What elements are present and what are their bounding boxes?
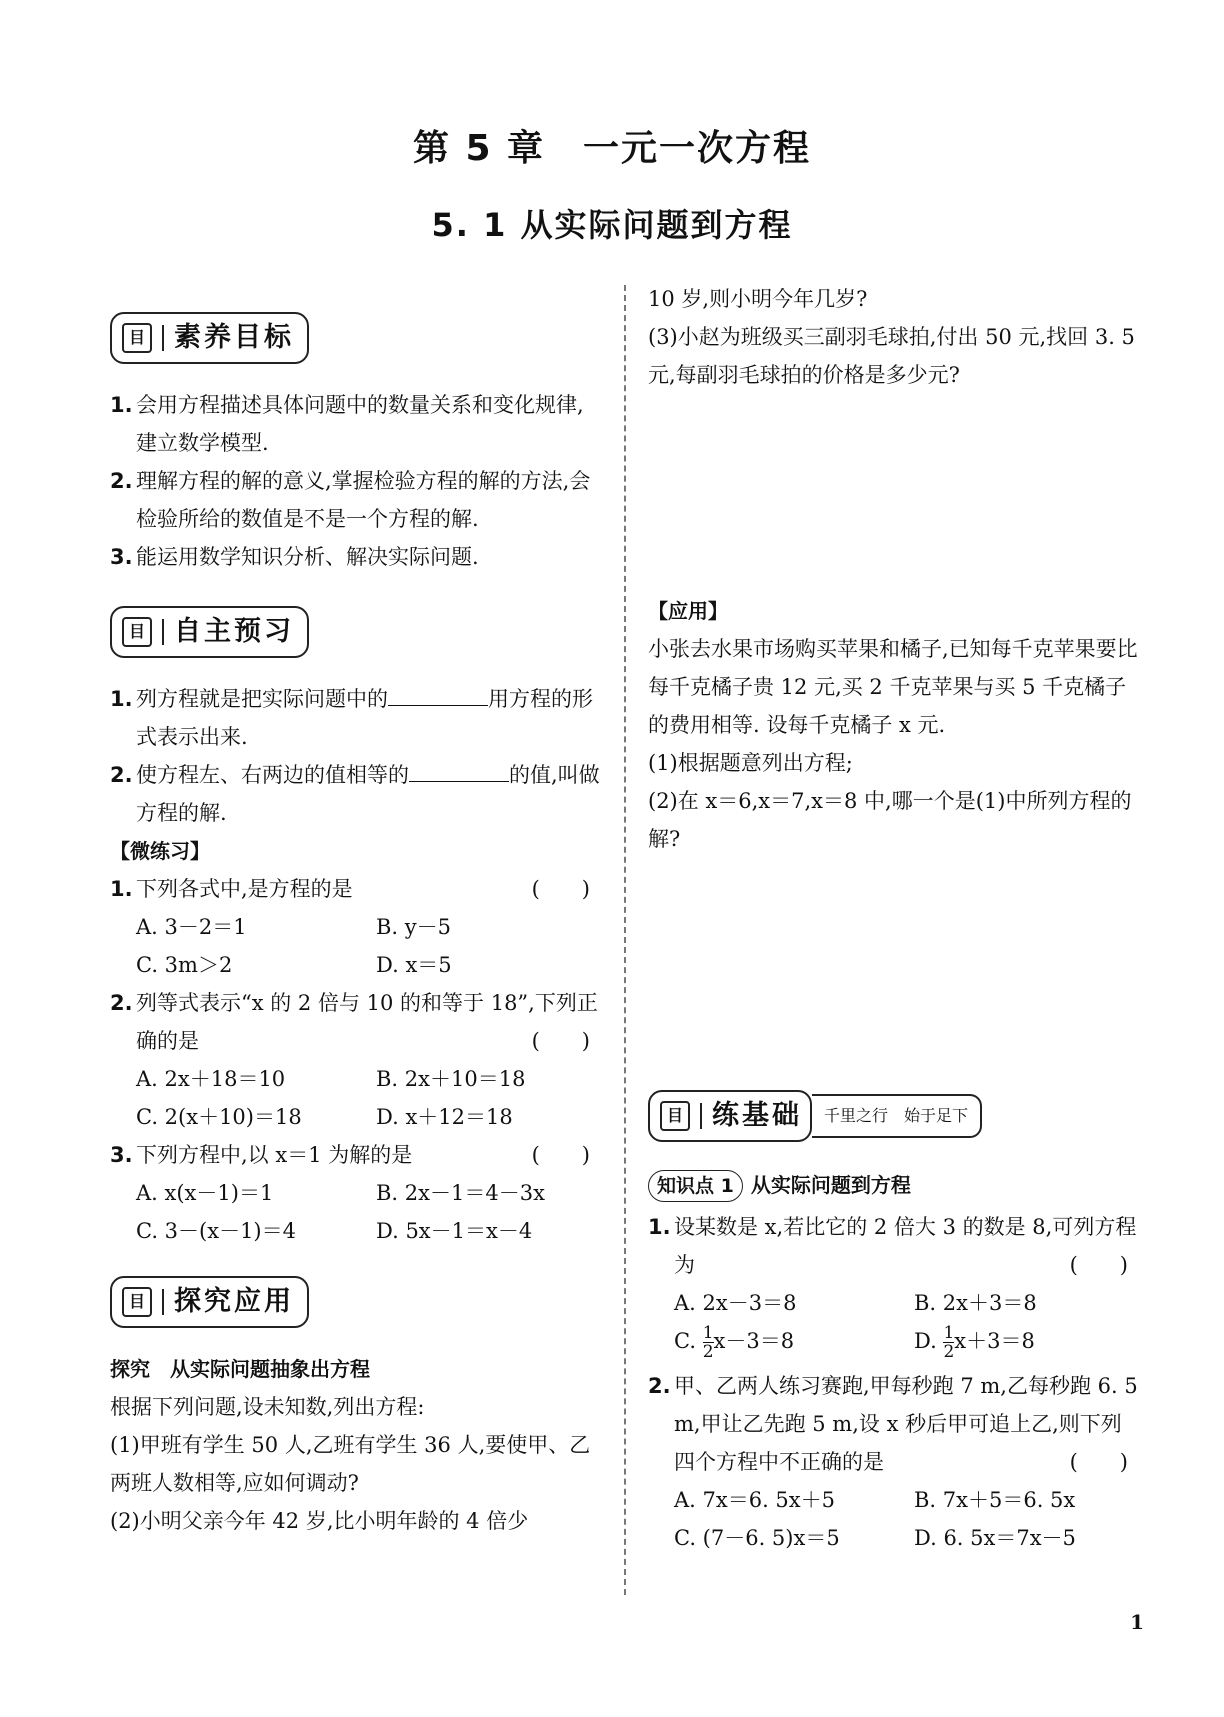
answer-paren[interactable]: ( ) xyxy=(1069,1253,1128,1277)
explore-line: (1)甲班有学生 50 人,乙班有学生 36 人,要使甲、乙两班人数相等,应如何调动? xyxy=(110,1433,591,1495)
continued-line: 10 岁,则小明今年几岁? xyxy=(648,287,868,311)
option[interactable]: B. 7x＋5＝6. 5x xyxy=(914,1488,1076,1512)
explore-heading: 探究应用 xyxy=(174,1286,294,1317)
option[interactable]: D. 6. 5x＝7x－5 xyxy=(914,1526,1076,1550)
column-divider xyxy=(624,285,626,1595)
goals-heading: 素养目标 xyxy=(174,322,294,353)
preview-item: 2. 使方程左、右两边的值相等的 的值,叫做方程的解. xyxy=(110,756,600,832)
basic-motto: 千里之行 始于足下 xyxy=(812,1094,982,1138)
explore-line: (2)小明父亲今年 42 岁,比小明年龄的 4 倍少 xyxy=(110,1509,529,1533)
question-item: 3. 下列方程中,以 x＝1 为解的是 ( ) xyxy=(110,1136,600,1174)
explore-heading-tab xyxy=(110,1276,309,1328)
goals-heading-tab xyxy=(110,312,309,364)
answer-paren[interactable]: ( ) xyxy=(531,1029,590,1053)
apply-line: 小张去水果市场购买苹果和橘子,已知每千克苹果要比每千克橘子贵 12 元,买 2 千克苹果与买 5 千克橘子的费用相等. 设每千克橘子 x 元. xyxy=(648,637,1138,737)
book-icon: 目 xyxy=(660,1101,690,1131)
apply-line: (2)在 x＝6,x＝7,x＝8 中,哪一个是(1)中所列方程的解? xyxy=(648,789,1132,851)
basic-section xyxy=(648,1090,1138,1557)
book-icon: 目 xyxy=(122,323,152,353)
options xyxy=(648,1481,1138,1557)
knowledge-point-title: 从实际问题到方程 xyxy=(750,1173,911,1197)
goal-item: 2. 理解方程的解的意义,掌握检验方程的解的方法,会检验所给的数值是不是一个方程的解. xyxy=(110,469,591,531)
option[interactable]: B. 2x－1＝4－3x xyxy=(376,1181,545,1205)
option[interactable]: B. y－5 xyxy=(376,915,452,939)
options xyxy=(110,1174,600,1250)
options xyxy=(110,908,600,984)
knowledge-point-label: 知识点 1 xyxy=(648,1170,743,1202)
option[interactable]: A. 7x＝6. 5x＋5 xyxy=(674,1488,835,1512)
option[interactable]: C. $\frac{1}{2}$ x－3＝8 xyxy=(674,1323,795,1362)
apply-line: (1)根据题意列出方程; xyxy=(648,751,853,775)
apply-section xyxy=(648,592,1138,858)
left-column xyxy=(110,312,600,1540)
question-item: 1. 设某数是 x,若比它的 2 倍大 3 的数是 8,可列方程为 ( ) xyxy=(648,1208,1138,1284)
options xyxy=(648,1284,1138,1361)
option[interactable]: D. 5x－1＝x－4 xyxy=(376,1219,533,1243)
option[interactable]: C. 3－(x－1)＝4 xyxy=(136,1219,296,1243)
question-item: 2. 甲、乙两人练习赛跑,甲每秒跑 7 m,乙每秒跑 6. 5 m,甲让乙先跑 5 m,设 x 秒后甲可追上乙,则下列四个方程中不正确的是 ( ) xyxy=(648,1367,1138,1481)
options xyxy=(110,1060,600,1136)
answer-paren[interactable]: ( ) xyxy=(1069,1450,1128,1474)
basic-heading: 练基础 xyxy=(712,1100,802,1131)
option[interactable]: A. 3－2＝1 xyxy=(136,915,247,939)
option[interactable]: B. 2x＋10＝18 xyxy=(376,1067,526,1091)
micro-practice-heading: 【微练习】 xyxy=(110,839,210,863)
question-item: 2. 列等式表示“x 的 2 倍与 10 的和等于 18”,下列正确的是 ( ) xyxy=(110,984,600,1060)
goal-item: 1. 会用方程描述具体问题中的数量关系和变化规律,建立数学模型. xyxy=(110,393,584,455)
page-number: 1 xyxy=(1130,1610,1144,1634)
answer-paren[interactable]: ( ) xyxy=(531,877,590,901)
book-icon: 目 xyxy=(122,1287,152,1317)
explore-subheading: 探究 从实际问题抽象出方程 xyxy=(110,1357,370,1381)
option[interactable]: A. 2x＋18＝10 xyxy=(136,1067,286,1091)
option[interactable]: C. 2(x＋10)＝18 xyxy=(136,1105,302,1129)
option[interactable]: C. (7－6. 5)x＝5 xyxy=(674,1526,840,1550)
option[interactable]: D. x＝5 xyxy=(376,953,452,977)
book-icon: 目 xyxy=(122,617,152,647)
option[interactable]: B. 2x＋3＝8 xyxy=(914,1291,1037,1315)
option[interactable]: D. x＋12＝18 xyxy=(376,1105,513,1129)
option[interactable]: A. 2x－3＝8 xyxy=(674,1291,797,1315)
explore-line: 根据下列问题,设未知数,列出方程: xyxy=(110,1395,425,1419)
answer-paren[interactable]: ( ) xyxy=(531,1143,590,1167)
question-item: 1. 下列各式中,是方程的是 ( ) xyxy=(110,870,600,908)
basic-heading-tab xyxy=(648,1090,812,1142)
section-title: 5. 1 从实际问题到方程 xyxy=(431,206,793,244)
option[interactable]: C. 3m＞2 xyxy=(136,953,233,977)
right-column xyxy=(648,280,1138,394)
apply-heading: 【应用】 xyxy=(648,599,728,623)
option[interactable]: A. x(x－1)＝1 xyxy=(136,1181,274,1205)
chapter-title: 第 5 章 一元一次方程 xyxy=(412,128,812,169)
answer-blank[interactable] xyxy=(409,759,509,782)
preview-heading: 自主预习 xyxy=(174,616,294,647)
preview-item: 1. 列方程就是把实际问题中的 用方程的形式表示出来. xyxy=(110,680,600,756)
goal-item: 3. 能运用数学知识分析、解决实际问题. xyxy=(110,545,479,569)
option[interactable]: D. $\frac{1}{2}$ x＋3＝8 xyxy=(914,1323,1035,1362)
preview-heading-tab xyxy=(110,606,309,658)
answer-blank[interactable] xyxy=(388,683,488,706)
continued-line: (3)小赵为班级买三副羽毛球拍,付出 50 元,找回 3. 5 元,每副羽毛球拍的价格是多少元? xyxy=(648,325,1135,387)
